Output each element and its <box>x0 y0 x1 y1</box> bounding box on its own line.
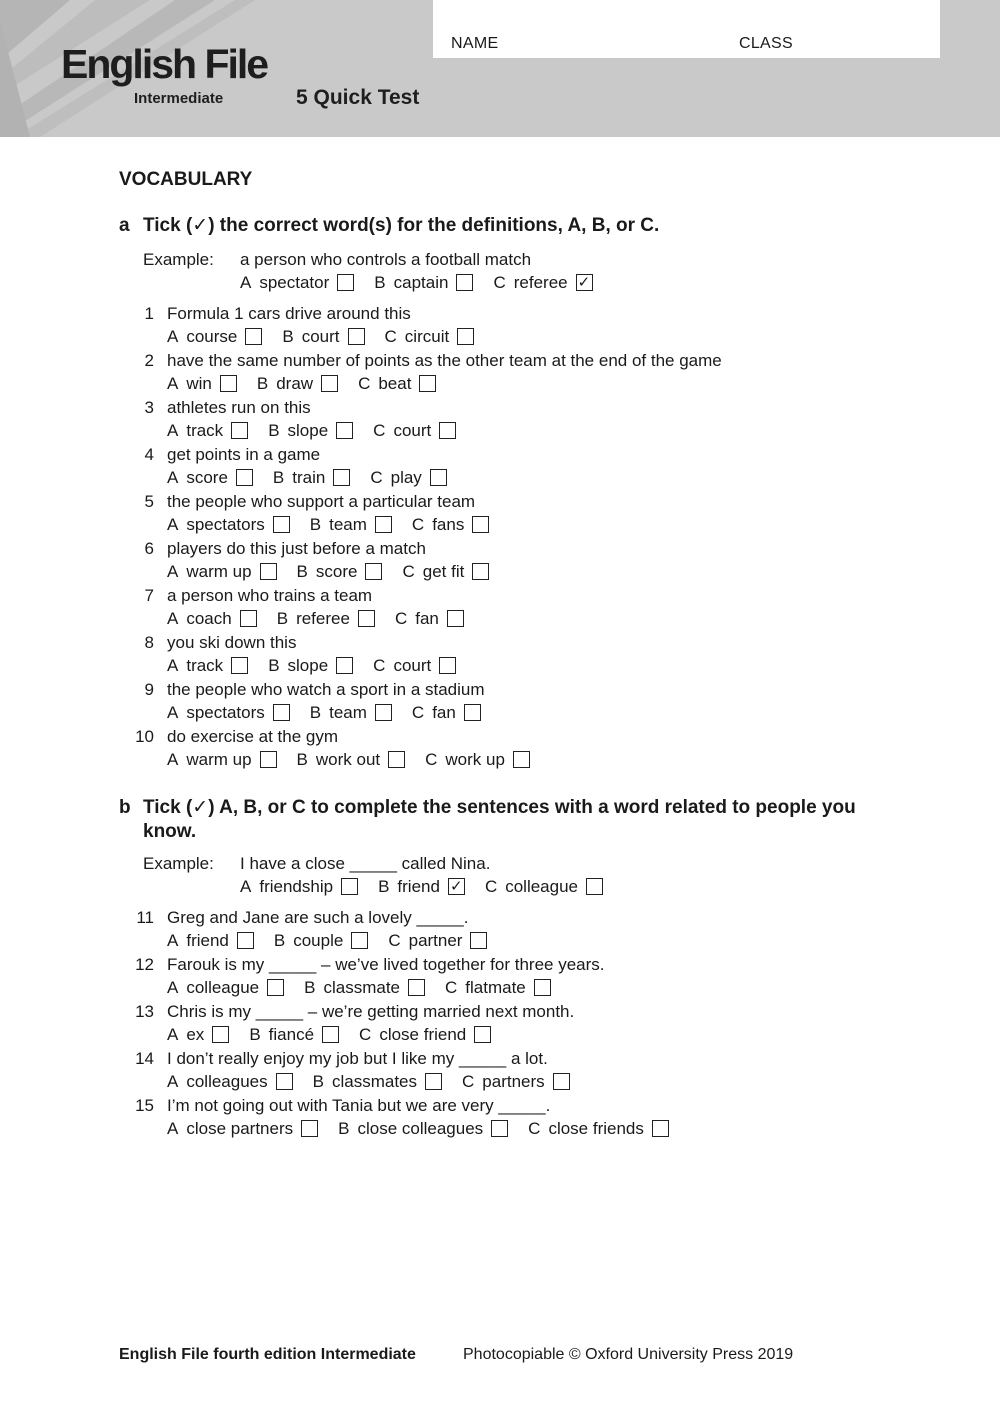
option-a <box>167 655 248 677</box>
option-checkbox[interactable] <box>337 274 354 291</box>
option-letter: C <box>370 468 383 487</box>
option-text: close colleagues <box>357 1119 484 1138</box>
question-prompt: athletes run on this <box>167 398 311 417</box>
question-prompt: I’m not going out with Tania but we are very _____. <box>167 1096 551 1115</box>
question-number: 10 <box>135 727 154 746</box>
question-number: 6 <box>144 539 154 558</box>
option-b <box>297 749 406 771</box>
question-number: 7 <box>144 586 154 605</box>
option-checkbox[interactable] <box>448 878 465 895</box>
option-b <box>282 326 364 348</box>
question-prompt: the people who support a particular team <box>167 492 476 511</box>
option-letter: B <box>304 978 316 997</box>
option-checkbox[interactable] <box>351 932 368 949</box>
question-13 <box>130 1001 574 1023</box>
question-12-options <box>167 977 571 999</box>
option-c <box>528 1118 669 1140</box>
option-letter: A <box>167 750 179 769</box>
part-b-letter: b <box>119 797 131 818</box>
option-letter: B <box>312 1072 324 1091</box>
question-11 <box>130 907 468 929</box>
option-a <box>167 702 290 724</box>
option-letter: B <box>276 609 289 628</box>
option-text: referee <box>513 273 568 292</box>
option-checkbox[interactable] <box>301 1120 318 1137</box>
question-prompt: the people who watch a sport in a stadium <box>167 680 485 699</box>
option-c <box>388 930 487 952</box>
option-text: fiancé <box>268 1025 315 1044</box>
option-checkbox[interactable] <box>456 274 473 291</box>
option-checkbox[interactable] <box>425 1073 442 1090</box>
question-12 <box>130 954 605 976</box>
question-11-options <box>167 930 507 952</box>
question-10 <box>130 726 338 748</box>
part-a-instruction: Tick (✓) the correct word(s) for the definitions, A, B, or C. <box>143 215 660 236</box>
option-checkbox[interactable] <box>260 751 277 768</box>
option-letter: C <box>528 1119 541 1138</box>
question-prompt: players do this just before a match <box>167 539 426 558</box>
option-letter: C <box>394 609 408 628</box>
option-letter: C <box>411 703 425 722</box>
option-text: court <box>301 327 340 346</box>
question-prompt: Chris is my _____ – we’re getting married next month. <box>167 1002 575 1021</box>
option-text: spectator <box>259 273 330 292</box>
option-letter: C <box>373 421 386 440</box>
question-6 <box>130 538 426 560</box>
question-prompt: Greg and Jane are such a lovely _____. <box>167 908 469 927</box>
option-letter: A <box>167 609 179 628</box>
question-prompt: have the same number of points as the other team at the end of the game <box>167 351 722 370</box>
option-text: beat <box>378 374 412 393</box>
option-checkbox[interactable] <box>513 751 530 768</box>
option-checkbox[interactable] <box>240 610 257 627</box>
option-letter: A <box>240 877 252 896</box>
option-a <box>167 749 277 771</box>
option-letter: B <box>256 374 269 393</box>
part-b-heading <box>119 796 879 844</box>
test-title: 5 Quick Test <box>296 86 420 109</box>
option-b <box>338 1118 508 1140</box>
option-letter: C <box>358 374 371 393</box>
example-label: Example: <box>143 250 214 269</box>
option-c <box>425 749 530 771</box>
part-a-heading <box>119 214 659 238</box>
option-c <box>412 702 481 724</box>
option-checkbox[interactable] <box>231 657 248 674</box>
question-8-options <box>167 655 476 677</box>
option-letter: A <box>240 273 252 292</box>
option-checkbox[interactable] <box>534 979 551 996</box>
option-letter: B <box>282 327 294 346</box>
option-checkbox[interactable] <box>472 516 489 533</box>
option-text: court <box>393 421 432 440</box>
question-14-options <box>167 1071 590 1093</box>
question-number: 1 <box>144 304 154 323</box>
option-a <box>167 977 284 999</box>
question-prompt: you ski down this <box>167 633 297 652</box>
option-checkbox[interactable] <box>273 516 290 533</box>
option-text: slope <box>287 656 329 675</box>
option-checkbox[interactable] <box>375 704 392 721</box>
option-letter: C <box>484 877 498 896</box>
option-letter: B <box>374 273 386 292</box>
example-prompt-line <box>143 249 531 271</box>
option-checkbox[interactable] <box>586 878 603 895</box>
name-class-box <box>433 0 940 58</box>
part-a-letter: a <box>119 215 130 236</box>
example-options-line <box>240 876 623 898</box>
example-prompt: I have a close _____ called Nina. <box>240 854 491 873</box>
question-10-options <box>167 749 550 771</box>
option-checkbox[interactable] <box>470 932 487 949</box>
option-a <box>240 876 358 898</box>
name-label: NAME <box>451 35 499 52</box>
option-checkbox[interactable] <box>245 328 262 345</box>
option-a <box>167 930 254 952</box>
option-text: work out <box>315 750 381 769</box>
option-checkbox[interactable] <box>273 704 290 721</box>
question-7 <box>130 585 372 607</box>
example-prompt: a person who controls a football match <box>240 250 532 269</box>
question-number: 8 <box>144 633 154 652</box>
question-number: 3 <box>144 398 154 417</box>
footer-edition: English File fourth edition Intermediate <box>119 1346 416 1363</box>
question-2-options <box>167 373 456 395</box>
option-text: spectators <box>186 703 265 722</box>
option-text: captain <box>393 273 449 292</box>
option-checkbox[interactable] <box>358 610 375 627</box>
option-b <box>257 373 338 395</box>
option-c <box>485 876 603 898</box>
question-14 <box>130 1048 548 1070</box>
question-number: 2 <box>144 351 154 370</box>
option-checkbox[interactable] <box>276 1073 293 1090</box>
option-text: score <box>315 562 358 581</box>
question-1 <box>130 303 411 325</box>
option-text: score <box>186 468 228 487</box>
option-checkbox[interactable] <box>321 375 338 392</box>
option-checkbox[interactable] <box>212 1026 229 1043</box>
option-text: train <box>292 468 326 487</box>
option-text: close friends <box>548 1119 644 1138</box>
option-c <box>370 467 446 489</box>
logo-title: English File <box>61 41 268 87</box>
option-checkbox[interactable] <box>464 704 481 721</box>
option-letter: A <box>167 703 179 722</box>
example-label: Example: <box>143 854 214 873</box>
option-letter: C <box>445 978 458 997</box>
question-prompt: Formula 1 cars drive around this <box>167 304 411 323</box>
class-label: CLASS <box>739 35 793 52</box>
footer-copyright: Photocopiable © Oxford University Press 2019 <box>463 1346 794 1363</box>
option-text: flatmate <box>465 978 526 997</box>
option-text: close partners <box>186 1119 294 1138</box>
option-checkbox[interactable] <box>430 469 447 486</box>
option-checkbox[interactable] <box>365 563 382 580</box>
option-checkbox[interactable] <box>388 751 405 768</box>
option-checkbox[interactable] <box>652 1120 669 1137</box>
option-letter: B <box>296 562 308 581</box>
question-3 <box>130 397 311 419</box>
option-c <box>445 977 551 999</box>
question-15 <box>130 1095 550 1117</box>
option-a <box>167 514 290 536</box>
option-letter: B <box>309 515 322 534</box>
option-letter: B <box>296 750 308 769</box>
question-15-options <box>167 1118 689 1140</box>
option-text: draw <box>276 374 314 393</box>
option-text: warm up <box>186 750 252 769</box>
option-letter: B <box>309 703 322 722</box>
option-letter: B <box>273 931 286 950</box>
option-letter: C <box>411 515 425 534</box>
question-5 <box>130 491 475 513</box>
option-c <box>493 272 592 294</box>
option-b <box>310 702 392 724</box>
question-2 <box>130 350 722 372</box>
question-prompt: Farouk is my _____ – we’ve lived together for three years. <box>167 955 605 974</box>
option-c <box>462 1071 570 1093</box>
option-checkbox[interactable] <box>336 422 353 439</box>
option-checkbox[interactable] <box>375 516 392 533</box>
option-checkbox[interactable] <box>260 563 277 580</box>
question-prompt: a person who trains a team <box>167 586 373 605</box>
option-text: coach <box>186 609 232 628</box>
option-c <box>412 514 489 536</box>
option-letter: C <box>425 750 438 769</box>
option-text: classmate <box>323 978 400 997</box>
option-c <box>373 420 456 442</box>
option-a <box>167 561 277 583</box>
option-checkbox[interactable] <box>333 469 350 486</box>
question-prompt: I don’t really enjoy my job but I like my _____ a lot. <box>167 1049 548 1068</box>
option-a <box>167 1071 293 1093</box>
option-text: circuit <box>404 327 450 346</box>
option-letter: C <box>402 562 415 581</box>
option-text: team <box>329 703 367 722</box>
option-checkbox[interactable] <box>474 1026 491 1043</box>
option-text: slope <box>287 421 329 440</box>
option-letter: C <box>388 931 401 950</box>
option-letter: A <box>167 931 179 950</box>
option-letter: A <box>167 978 179 997</box>
option-letter: A <box>167 468 179 487</box>
option-text: fans <box>432 515 465 534</box>
option-checkbox[interactable] <box>236 469 253 486</box>
option-text: get fit <box>422 562 465 581</box>
option-text: colleagues <box>186 1072 268 1091</box>
question-9-options <box>167 702 501 724</box>
question-number: 5 <box>144 492 154 511</box>
option-text: colleague <box>505 877 578 896</box>
option-letter: C <box>359 1025 372 1044</box>
option-text: friend <box>397 877 440 896</box>
option-text: work up <box>445 750 505 769</box>
option-checkbox[interactable] <box>439 422 456 439</box>
option-a <box>167 326 262 348</box>
option-letter: A <box>167 1072 179 1091</box>
question-3-options <box>167 420 476 442</box>
option-checkbox[interactable] <box>419 375 436 392</box>
question-4 <box>130 444 320 466</box>
option-letter: B <box>268 656 280 675</box>
option-c <box>359 1024 491 1046</box>
question-number: 13 <box>135 1002 154 1021</box>
option-checkbox[interactable] <box>267 979 284 996</box>
option-checkbox[interactable] <box>439 657 456 674</box>
option-text: court <box>393 656 432 675</box>
option-text: course <box>186 327 238 346</box>
option-text: couple <box>293 931 344 950</box>
option-b <box>304 977 425 999</box>
option-a <box>167 420 248 442</box>
option-b <box>277 608 375 630</box>
option-checkbox[interactable] <box>237 932 254 949</box>
option-text: track <box>186 656 224 675</box>
option-b <box>268 655 353 677</box>
question-4-options <box>167 467 467 489</box>
option-a <box>167 467 253 489</box>
option-letter: C <box>373 656 386 675</box>
question-1-options <box>167 326 494 348</box>
part-b-instruction: Tick (✓) A, B, or C to complete the sentences with a word related to people you know. <box>143 797 856 842</box>
option-b <box>378 876 465 898</box>
option-checkbox[interactable] <box>447 610 464 627</box>
option-checkbox[interactable] <box>457 328 474 345</box>
option-c <box>402 561 489 583</box>
option-a <box>240 272 354 294</box>
option-letter: B <box>338 1119 350 1138</box>
option-letter: A <box>167 374 179 393</box>
option-letter: B <box>268 421 280 440</box>
option-b <box>249 1024 339 1046</box>
option-letter: A <box>167 327 179 346</box>
option-checkbox[interactable] <box>348 328 365 345</box>
option-text: spectators <box>186 515 265 534</box>
option-text: friendship <box>259 877 334 896</box>
option-checkbox[interactable] <box>341 878 358 895</box>
tick-icon: ✓ <box>577 274 591 291</box>
question-prompt: do exercise at the gym <box>167 727 339 746</box>
option-text: win <box>186 374 212 393</box>
option-b <box>273 467 350 489</box>
option-checkbox[interactable] <box>576 274 593 291</box>
option-checkbox[interactable] <box>491 1120 508 1137</box>
option-checkbox[interactable] <box>220 375 237 392</box>
option-c <box>373 655 456 677</box>
logo-subtitle: Intermediate <box>134 90 224 107</box>
option-a <box>167 608 257 630</box>
header-banner <box>0 0 1000 137</box>
option-text: fan <box>415 609 439 628</box>
option-text: fan <box>432 703 456 722</box>
option-b <box>274 930 368 952</box>
option-text: referee <box>296 609 350 628</box>
option-text: team <box>329 515 367 534</box>
question-number: 15 <box>135 1096 154 1115</box>
question-8 <box>130 632 296 654</box>
option-letter: B <box>378 877 390 896</box>
option-checkbox[interactable] <box>336 657 353 674</box>
option-checkbox[interactable] <box>231 422 248 439</box>
question-7-options <box>167 608 484 630</box>
question-prompt: get points in a game <box>167 445 321 464</box>
option-b <box>310 514 392 536</box>
option-c <box>395 608 464 630</box>
option-text: ex <box>186 1025 205 1044</box>
option-text: partners <box>482 1072 545 1091</box>
option-checkbox[interactable] <box>408 979 425 996</box>
tick-icon: ✓ <box>449 878 463 895</box>
option-text: track <box>186 421 224 440</box>
option-letter: A <box>167 562 179 581</box>
option-letter: B <box>272 468 285 487</box>
section-heading: VOCABULARY <box>119 169 253 190</box>
option-text: partner <box>408 931 463 950</box>
option-b <box>374 272 473 294</box>
option-a <box>167 1024 229 1046</box>
option-letter: C <box>493 273 506 292</box>
question-number: 12 <box>135 955 154 974</box>
option-text: friend <box>186 931 229 950</box>
question-number: 9 <box>144 680 154 699</box>
option-b <box>313 1071 442 1093</box>
option-b <box>268 420 353 442</box>
question-13-options <box>167 1024 511 1046</box>
option-a <box>167 373 237 395</box>
option-text: close friend <box>379 1025 467 1044</box>
option-text: classmates <box>331 1072 417 1091</box>
example-prompt-line <box>143 853 490 875</box>
question-number: 11 <box>136 908 154 927</box>
option-a <box>167 1118 318 1140</box>
option-text: colleague <box>186 978 260 997</box>
option-checkbox[interactable] <box>472 563 489 580</box>
question-number: 4 <box>144 445 154 464</box>
option-c <box>358 373 436 395</box>
question-5-options <box>167 514 509 536</box>
question-6-options <box>167 561 509 583</box>
question-9 <box>130 679 485 701</box>
option-letter: A <box>167 1025 179 1044</box>
option-letter: B <box>249 1025 261 1044</box>
option-letter: C <box>462 1072 475 1091</box>
option-letter: A <box>167 1119 179 1138</box>
example-options-line <box>240 272 613 294</box>
option-letter: A <box>167 515 179 534</box>
option-text: play <box>390 468 422 487</box>
option-letter: A <box>167 421 179 440</box>
question-number: 14 <box>135 1049 154 1068</box>
option-b <box>297 561 383 583</box>
option-letter: C <box>384 327 397 346</box>
option-letter: A <box>167 656 179 675</box>
option-checkbox[interactable] <box>553 1073 570 1090</box>
option-c <box>385 326 475 348</box>
option-text: warm up <box>186 562 252 581</box>
option-checkbox[interactable] <box>322 1026 339 1043</box>
